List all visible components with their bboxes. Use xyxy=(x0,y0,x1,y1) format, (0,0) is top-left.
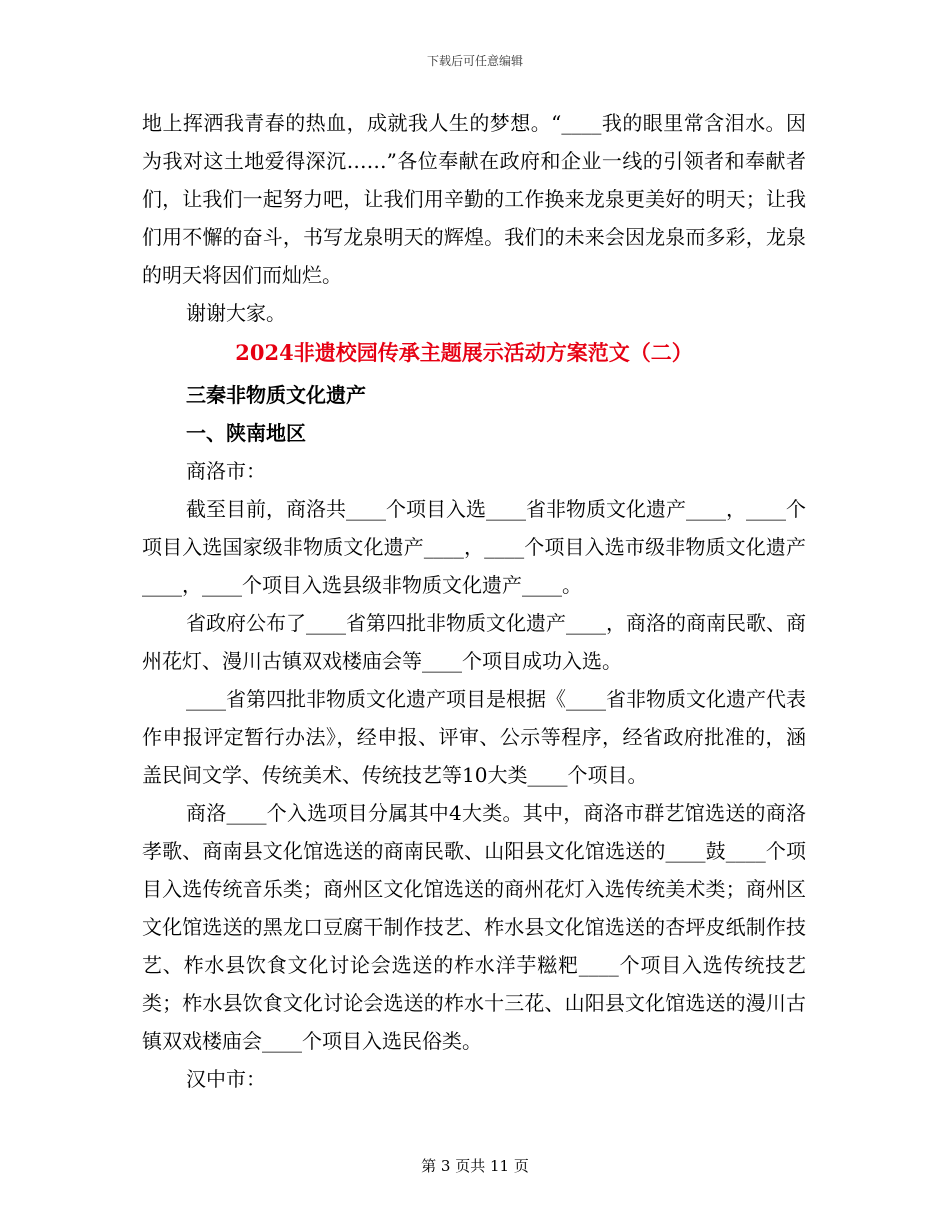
document-body xyxy=(142,104,806,1098)
paragraph-categories: 商洛____个入选项目分属其中4大类。其中，商洛市群艺馆选送的商洛孝歌、商南县文化馆选送的商南民歌、山阳县文化馆选送的____鼓____个项目入选传统音乐类；商州区文化馆选送的商州花灯入选传统美术类；商州区文化馆选送的黑龙口豆腐干制作技艺、柞水县文化馆选送的杏坪皮纸制作技艺、柞水县饮食文化讨论会选送的柞水洋芋糍粑____个项目入选传统技艺类；柞水县饮食文化讨论会选送的柞水十三花、山阳县文化馆选送的漫川古镇双戏楼庙会____个项目入选民俗类。 xyxy=(142,801,806,1053)
paragraph-closing-speech: 地上挥洒我青春的热血，成就我人生的梦想。“____我的眼里常含泪水。因为我对这土地爱得深沉……”各位奉献在政府和企业一线的引领者和奉献者们，让我们一起努力吧，让我们用辛勤的工作换来龙泉更美好的明天；让我们用不懈的奋斗，书写龙泉明天的辉煌。我们的未来会因龙泉而多彩，龙泉的明天将因们而灿烂。 xyxy=(142,111,806,287)
page-number: 第 3 页共 11 页 xyxy=(421,1157,529,1175)
paragraph-evaluation-method: ____省第四批非物质文化遗产项目是根据《____省非物质文化遗产代表作申报评定暂行办法》，经申报、评审、公示等程序，经省政府批准的，涵盖民间文学、传统美术、传统技艺等10大类____个项目。 xyxy=(142,687,806,787)
section-title: 2024非遗校园传承主题展示活动方案范文（二） xyxy=(235,340,693,365)
paragraph-shangluo-label: 商洛市： xyxy=(186,459,266,483)
paragraph-fourth-batch: 省政府公布了____省第四批非物质文化遗产____，商洛的商南民歌、商州花灯、漫川古镇双戏楼庙会等____个项目成功入选。 xyxy=(142,611,806,673)
paragraph-hanzhong-label: 汉中市： xyxy=(186,1067,266,1091)
heading-sanqin-heritage: 三秦非物质文化遗产 xyxy=(186,383,366,407)
paragraph-thanks: 谢谢大家。 xyxy=(186,301,286,325)
page-header: 下载后可任意编辑 xyxy=(426,54,523,68)
heading-shaannan-region: 一、陕南地区 xyxy=(186,421,306,445)
paragraph-shangluo-summary: 截至目前，商洛共____个项目入选____省非物质文化遗产____，____个项目入选国家级非物质文化遗产____，____个项目入选市级非物质文化遗产____，____个项目入选县级非物质文化遗产____。 xyxy=(142,497,806,597)
